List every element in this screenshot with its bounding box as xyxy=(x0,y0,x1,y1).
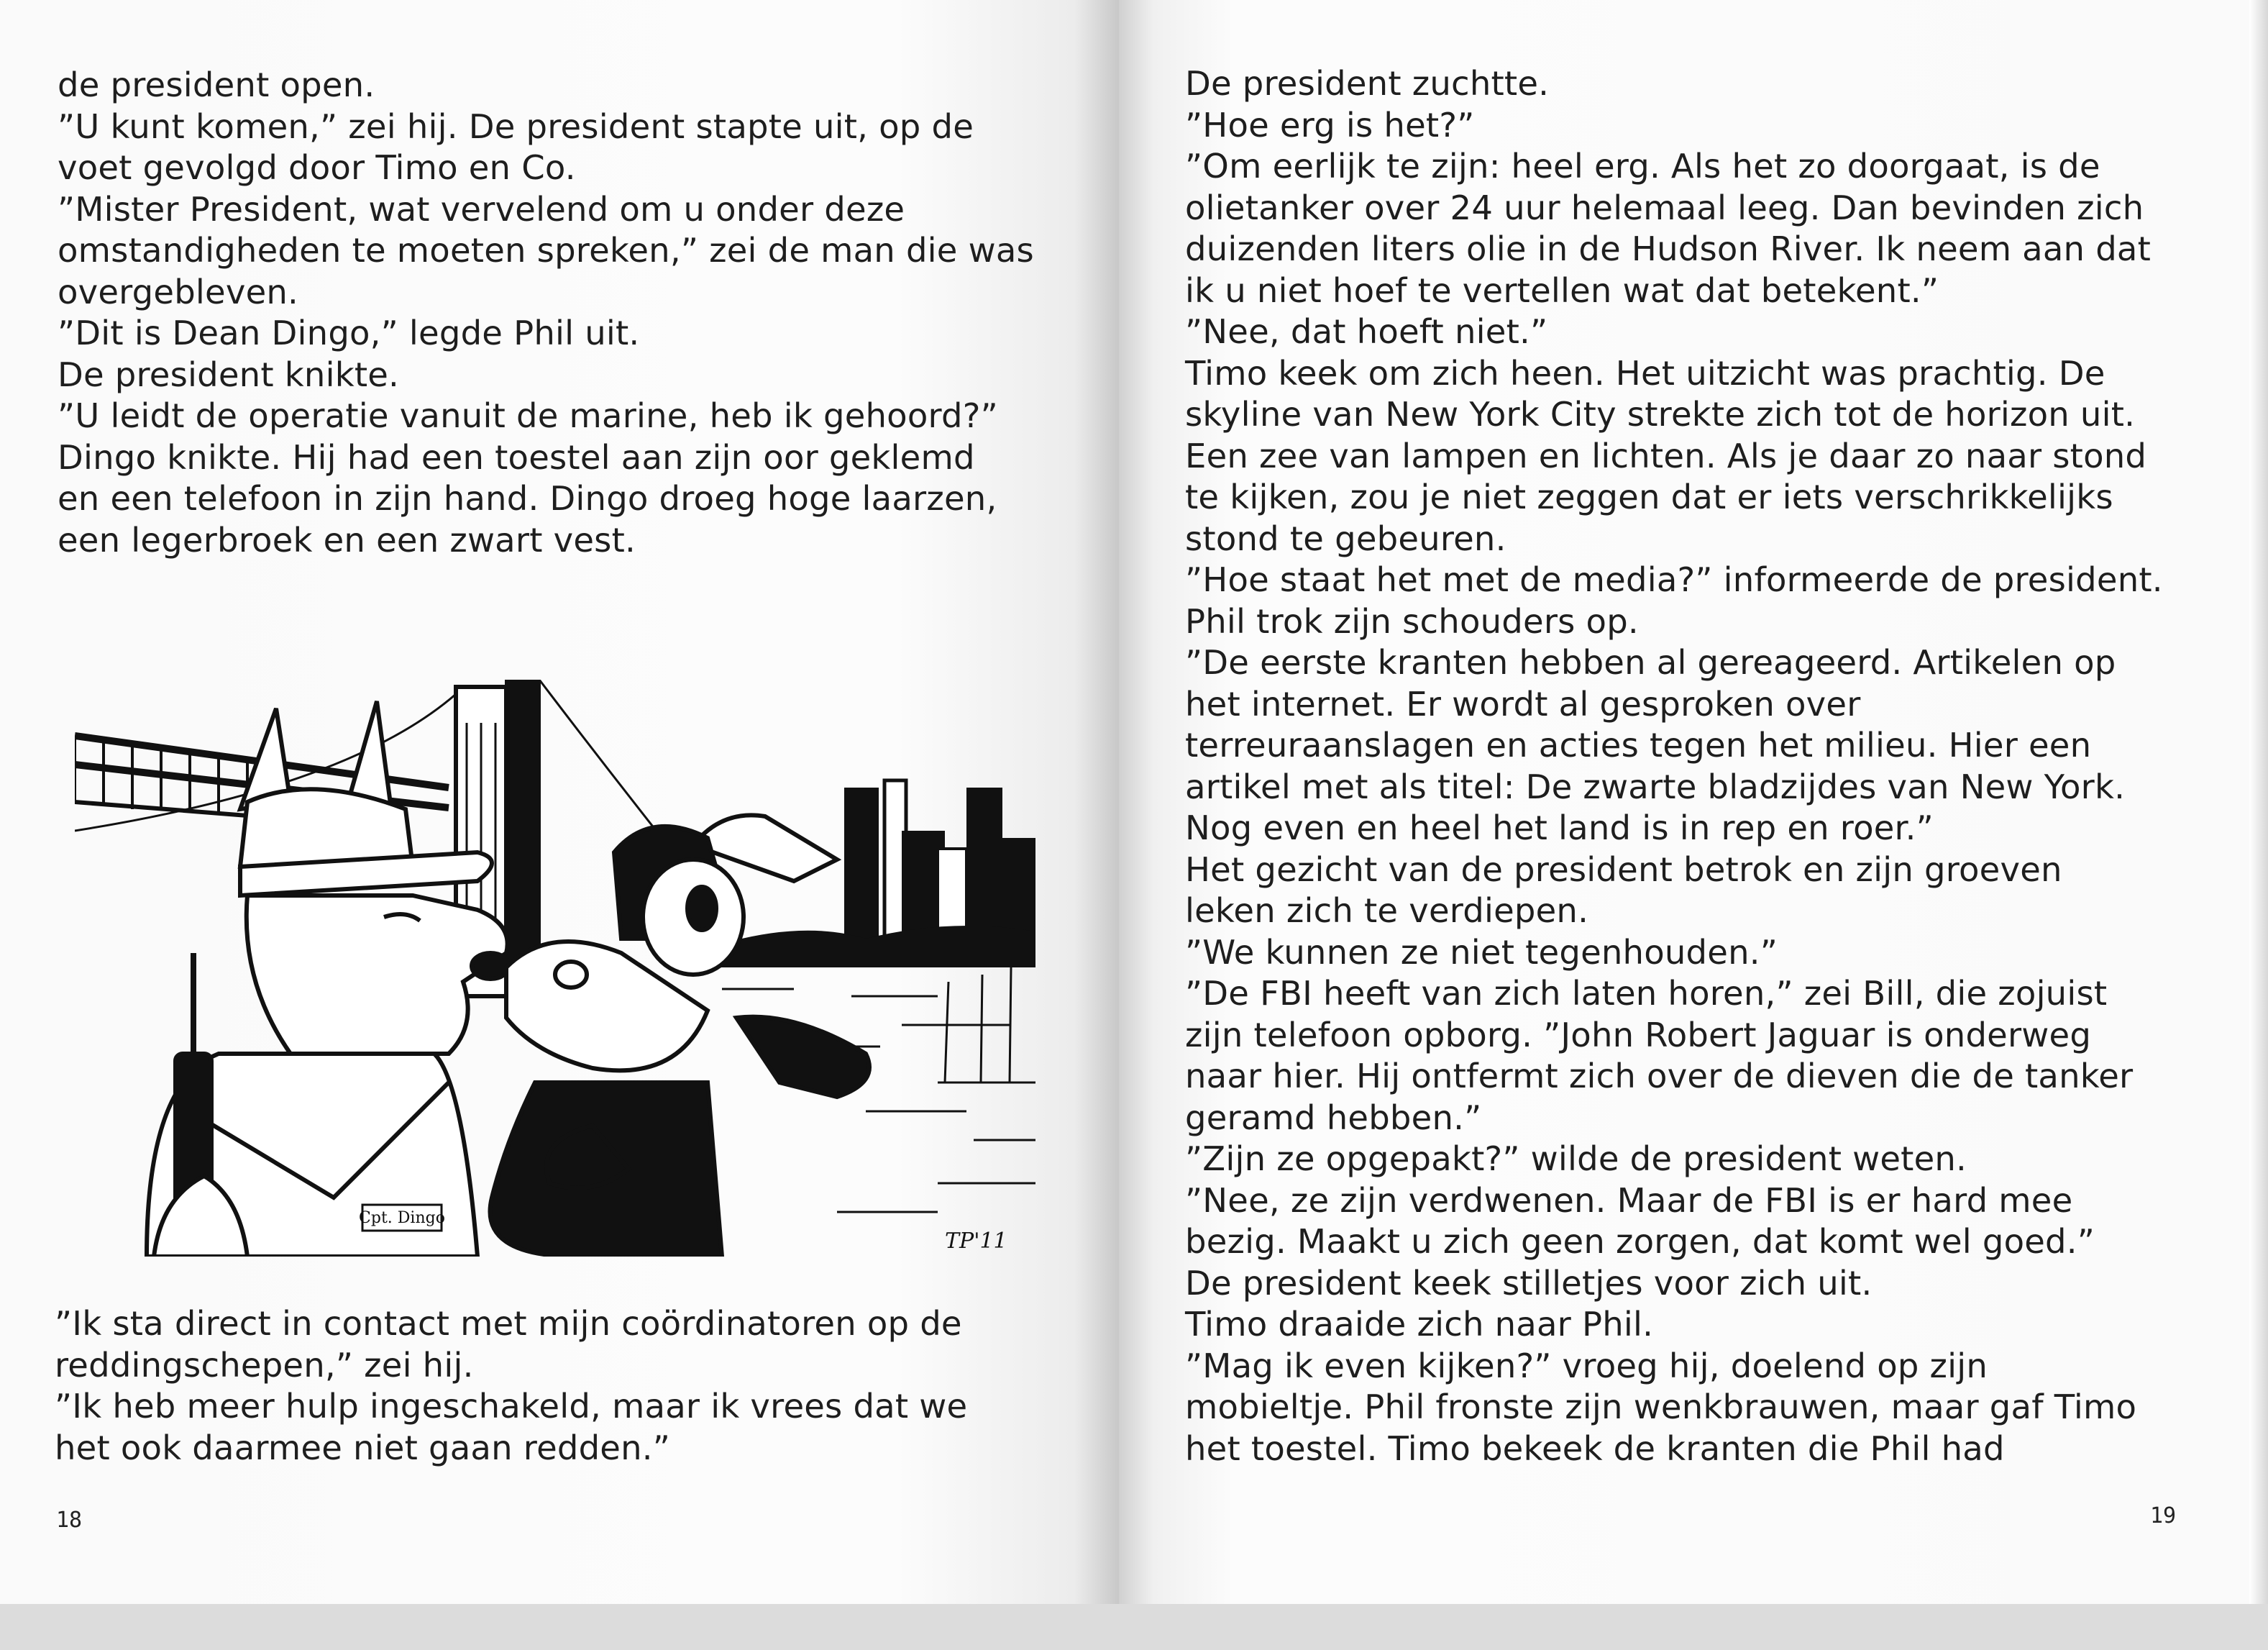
text-line: zijn telefoon opborg. ”John Robert Jaguar is onderweg xyxy=(1185,1015,2092,1054)
text-line: het ook daarmee niet gaan redden.” xyxy=(55,1428,671,1467)
text-line: ”De FBI heeft van zich laten horen,” zei Bill, die zojuist xyxy=(1185,974,2108,1013)
text-line: terreuraanslagen en acties tegen het milieu. Hier een xyxy=(1185,726,2092,765)
text-line: overgebleven. xyxy=(58,272,299,311)
skyline-drawing xyxy=(693,780,1035,967)
text-line: Nog even en heel het land is in rep en roer.” xyxy=(1185,808,1934,847)
right-text xyxy=(1185,63,2163,1469)
text-line: De president zuchtte. xyxy=(1185,64,1550,103)
text-line: artikel met als titel: De zwarte bladzijdes van New York. xyxy=(1185,767,2126,806)
text-line: geramd hebben.” xyxy=(1185,1098,1482,1137)
bird-character xyxy=(490,815,870,1257)
left-text-top xyxy=(58,65,1034,561)
artist-signature: TP'11 xyxy=(945,1229,1007,1254)
text-line: Het gezicht van de president betrok en zijn groeven xyxy=(1185,849,2062,889)
left-page xyxy=(0,0,1119,1604)
text-line: Timo keek om zich heen. Het uitzicht was prachtig. De xyxy=(1185,353,2105,393)
text-line: ”Zijn ze opgepakt?” wilde de president weten. xyxy=(1185,1139,1967,1178)
text-line: ”Nee, ze zijn verdwenen. Maar de FBI is er hard mee xyxy=(1185,1180,2073,1220)
text-line: de president open. xyxy=(58,65,375,104)
text-line: ”Mag ik even kijken?” vroeg hij, doelend op zijn xyxy=(1185,1346,1988,1385)
text-line: mobieltje. Phil fronste zijn wenkbrauwen, maar gaf Timo xyxy=(1185,1387,2137,1426)
page-edge xyxy=(2249,0,2268,1604)
text-line: skyline van New York City strekte zich tot de horizon uit. xyxy=(1185,395,2136,434)
text-line: het toestel. Timo bekeek de kranten die Phil had xyxy=(1185,1428,2005,1468)
text-line: ”Nee, dat hoeft niet.” xyxy=(1185,312,1548,351)
text-line: ”Hoe staat het met de media?” informeerde de president. xyxy=(1185,560,2163,599)
page-number-left: 18 xyxy=(56,1508,83,1533)
text-line: De president knikte. xyxy=(58,355,400,394)
text-line: De president keek stilletjes voor zich uit. xyxy=(1185,1263,1873,1303)
text-line: Timo draaide zich naar Phil. xyxy=(1185,1305,1654,1344)
text-line: ”Mister President, wat vervelend om u onder deze xyxy=(58,189,905,229)
text-line: en een telefoon in zijn hand. Dingo droeg hoge laarzen, xyxy=(58,479,997,518)
text-line: omstandigheden te moeten spreken,” zei de man die was xyxy=(58,231,1034,270)
text-line: ”U leidt de operatie vanuit de marine, heb ik gehoord?” xyxy=(58,396,998,435)
text-line: Phil trok zijn schouders op. xyxy=(1185,601,1639,641)
text-line: ”U kunt komen,” zei hij. De president stapte uit, op de xyxy=(58,106,974,146)
text-line: ”Dit is Dean Dingo,” legde Phil uit. xyxy=(58,314,640,352)
text-line: te kijken, zou je niet zeggen dat er iets verschrikkelijks xyxy=(1185,478,2113,516)
badge-label: Cpt. Dingo xyxy=(359,1209,445,1227)
text-line: leken zich te verdiepen. xyxy=(1185,891,1589,930)
text-line: Een zee van lampen en lichten. Als je daar zo naar stond xyxy=(1185,436,2147,475)
text-line: ”Hoe erg is het?” xyxy=(1185,105,1475,145)
text-line: ”De eerste kranten hebben al gereageerd. Artikelen op xyxy=(1185,643,2116,682)
text-line: duizenden liters olie in de Hudson River. Ik neem aan dat xyxy=(1185,229,2152,268)
scan-background xyxy=(0,1604,2268,1650)
left-text-bottom xyxy=(55,1303,967,1469)
text-line: een legerbroek en een zwart vest. xyxy=(58,520,636,560)
text-line: reddingschepen,” zei hij. xyxy=(55,1345,474,1385)
text-line: het internet. Er wordt al gesproken over xyxy=(1185,684,1861,724)
text-line: ”Om eerlijk te zijn: heel erg. Als het zo doorgaat, is de xyxy=(1185,147,2100,186)
comic-illustration xyxy=(75,680,1035,1257)
water-drawing xyxy=(722,967,1035,1212)
text-line: bezig. Maakt u zich geen zorgen, dat komt wel goed.” xyxy=(1185,1222,2095,1261)
text-line: ik u niet hoef te vertellen wat dat betekent.” xyxy=(1185,270,1939,310)
text-line: voet gevolgd door Timo en Co. xyxy=(58,148,576,187)
text-line: ”We kunnen ze niet tegenhouden.” xyxy=(1185,932,1778,972)
page-number-right: 19 xyxy=(2150,1503,2177,1528)
text-line: Dingo knikte. Hij had een toestel aan zijn oor geklemd xyxy=(58,437,975,477)
text-line: ”Ik sta direct in contact met mijn coördinatoren op de xyxy=(55,1304,962,1343)
text-line: ”Ik heb meer hulp ingeschakeld, maar ik vrees dat we xyxy=(55,1387,968,1426)
text-line: olietanker over 24 uur helemaal leeg. Dan bevinden zich xyxy=(1185,188,2144,227)
text-line: naar hier. Hij ontfermt zich over de dieven die de tanker xyxy=(1185,1057,2134,1095)
text-line: stond te gebeuren. xyxy=(1185,519,1506,558)
